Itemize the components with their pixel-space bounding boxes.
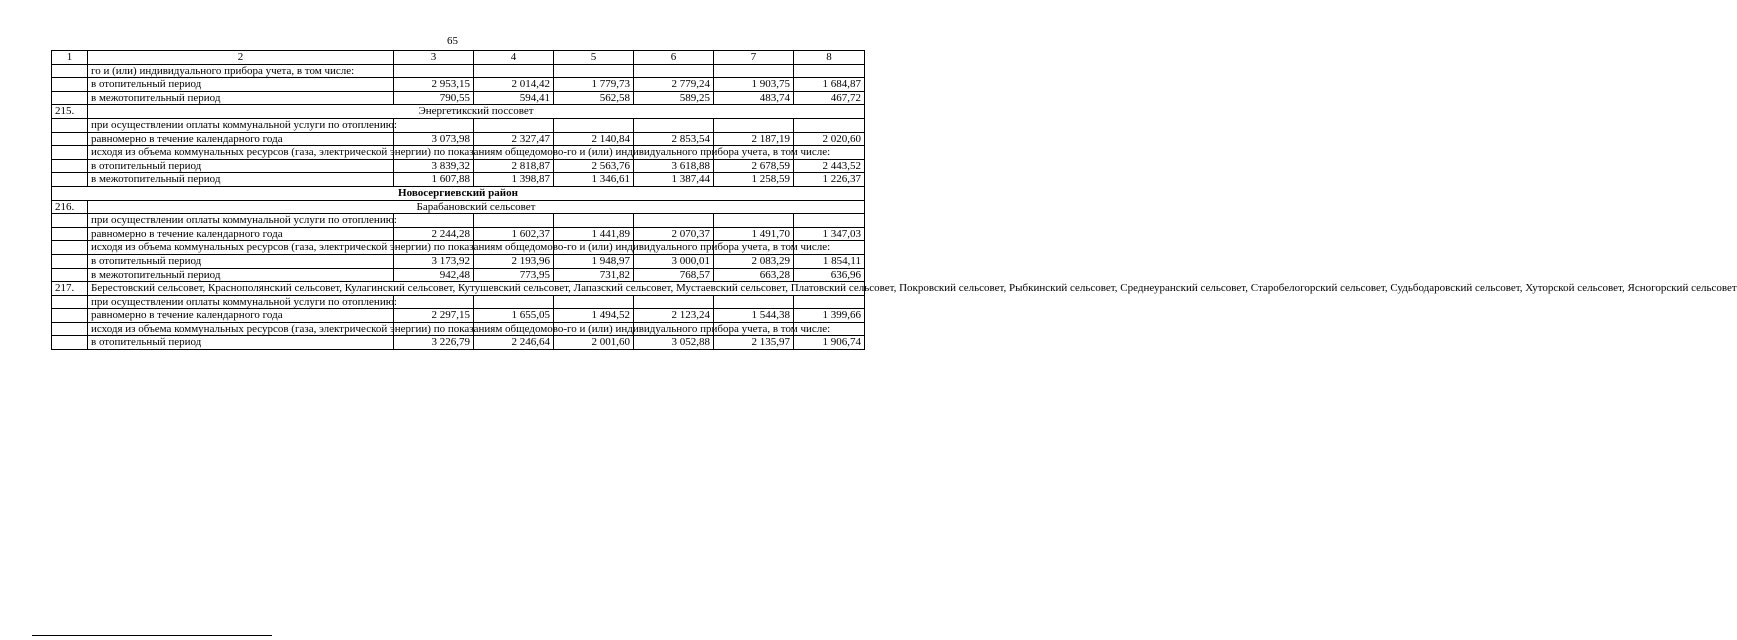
row-index — [52, 159, 88, 173]
row-description: в отопительный период — [88, 78, 394, 92]
tariff-table — [51, 50, 1737, 350]
value-cell: 3 000,01 — [634, 254, 714, 268]
row-description: в отопительный период — [88, 159, 394, 173]
table-row — [52, 64, 865, 78]
value-cell — [634, 295, 714, 309]
row-index — [52, 268, 88, 282]
value-cell: 2 123,24 — [634, 309, 714, 323]
value-cell: 2 001,60 — [554, 336, 634, 350]
row-description: при осуществлении оплаты коммунальной услуги по отоплению: — [88, 295, 394, 309]
table-row — [52, 254, 865, 268]
value-cell: 1 491,70 — [714, 227, 794, 241]
value-cell: 3 073,98 — [394, 132, 474, 146]
table-row — [52, 146, 865, 160]
value-cell: 2 070,37 — [634, 227, 714, 241]
row-description: в межотопительный период — [88, 91, 394, 105]
value-cell: 2 443,52 — [794, 159, 865, 173]
row-index — [52, 173, 88, 187]
value-cell: 2 083,29 — [714, 254, 794, 268]
value-cell — [554, 295, 634, 309]
table-row — [52, 295, 865, 309]
value-cell — [794, 295, 865, 309]
value-cell: 1 602,37 — [474, 227, 554, 241]
row-index — [52, 322, 88, 336]
value-cell: 2 853,54 — [634, 132, 714, 146]
value-cell: 1 544,38 — [714, 309, 794, 323]
value-cell: 1 854,11 — [794, 254, 865, 268]
value-cell — [554, 64, 634, 78]
value-cell: 2 020,60 — [794, 132, 865, 146]
value-cell: 1 441,89 — [554, 227, 634, 241]
value-cell: 562,58 — [554, 91, 634, 105]
row-index — [52, 254, 88, 268]
value-cell: 1 906,74 — [794, 336, 865, 350]
value-cell: 3 618,88 — [634, 159, 714, 173]
row-index — [52, 336, 88, 350]
value-cell — [634, 214, 714, 228]
value-cell: 773,95 — [474, 268, 554, 282]
row-index: 215. — [52, 105, 88, 119]
table-row — [52, 78, 865, 92]
footnote-rule — [32, 635, 272, 636]
row-index — [52, 241, 88, 255]
value-cell — [474, 64, 554, 78]
value-cell: 2 678,59 — [714, 159, 794, 173]
value-cell: 589,25 — [634, 91, 714, 105]
district-row — [52, 186, 865, 200]
section-row — [52, 282, 865, 296]
table-row — [52, 159, 865, 173]
table-row — [52, 241, 865, 255]
header-cell: 2 — [88, 51, 394, 65]
table-row — [52, 132, 865, 146]
value-cell: 2 244,28 — [394, 227, 474, 241]
value-cell: 636,96 — [794, 268, 865, 282]
row-description: в межотопительный период — [88, 173, 394, 187]
value-cell: 1 398,87 — [474, 173, 554, 187]
row-index — [52, 118, 88, 132]
row-description: в отопительный период — [88, 254, 394, 268]
value-cell — [554, 214, 634, 228]
row-index — [52, 132, 88, 146]
table-row — [52, 173, 865, 187]
value-cell: 2 563,76 — [554, 159, 634, 173]
table-row — [52, 118, 865, 132]
row-description: равномерно в течение календарного года — [88, 132, 394, 146]
value-cell: 942,48 — [394, 268, 474, 282]
row-description: равномерно в течение календарного года — [88, 227, 394, 241]
value-cell: 2 818,87 — [474, 159, 554, 173]
header-cell: 7 — [714, 51, 794, 65]
value-cell: 2 193,96 — [474, 254, 554, 268]
table-row — [52, 309, 865, 323]
value-cell: 1 948,97 — [554, 254, 634, 268]
value-cell — [634, 118, 714, 132]
row-description: го и (или) индивидуального прибора учета, в том числе: — [88, 64, 394, 78]
value-cell: 2 187,19 — [714, 132, 794, 146]
value-cell: 2 246,64 — [474, 336, 554, 350]
value-cell: 2 953,15 — [394, 78, 474, 92]
section-row — [52, 105, 865, 119]
value-cell — [714, 214, 794, 228]
table-row — [52, 227, 865, 241]
row-index — [52, 78, 88, 92]
value-cell: 2 135,97 — [714, 336, 794, 350]
value-cell: 1 346,61 — [554, 173, 634, 187]
value-cell: 467,72 — [794, 91, 865, 105]
section-title: Энергетикский поссовет — [88, 105, 865, 119]
value-cell: 663,28 — [714, 268, 794, 282]
header-cell: 8 — [794, 51, 865, 65]
value-cell: 2 014,42 — [474, 78, 554, 92]
row-description: исходя из объема коммунальных ресурсов (газа, электрической энергии) по показаниям общедомово-го и (или) индивидуального прибора учета, в том числе: — [88, 146, 394, 160]
value-cell — [714, 118, 794, 132]
table-row — [52, 91, 865, 105]
section-title: Барабановский сельсовет — [88, 200, 865, 214]
value-cell: 731,82 — [554, 268, 634, 282]
header-cell: 4 — [474, 51, 554, 65]
header-cell: 1 — [52, 51, 88, 65]
table-row — [52, 322, 865, 336]
row-description: при осуществлении оплаты коммунальной услуги по отоплению: — [88, 118, 394, 132]
value-cell: 3 226,79 — [394, 336, 474, 350]
value-cell: 483,74 — [714, 91, 794, 105]
table-row — [52, 336, 865, 350]
row-description: исходя из объема коммунальных ресурсов (газа, электрической энергии) по показаниям общедомово-го и (или) индивидуального прибора учета, в том числе: — [88, 241, 394, 255]
value-cell: 2 140,84 — [554, 132, 634, 146]
header-cell: 6 — [634, 51, 714, 65]
value-cell: 790,55 — [394, 91, 474, 105]
row-index — [52, 227, 88, 241]
value-cell — [714, 295, 794, 309]
district-title: Новосергиевский район — [52, 186, 865, 200]
header-row — [52, 51, 865, 65]
value-cell: 1 903,75 — [714, 78, 794, 92]
value-cell: 2 327,47 — [474, 132, 554, 146]
value-cell: 1 655,05 — [474, 309, 554, 323]
row-index — [52, 146, 88, 160]
value-cell: 1 684,87 — [794, 78, 865, 92]
value-cell — [474, 214, 554, 228]
value-cell: 2 297,15 — [394, 309, 474, 323]
value-cell — [394, 64, 474, 78]
value-cell: 2 779,24 — [634, 78, 714, 92]
value-cell — [394, 118, 474, 132]
value-cell: 3 839,32 — [394, 159, 474, 173]
value-cell: 1 494,52 — [554, 309, 634, 323]
page-number: 65 — [447, 35, 458, 47]
section-title: Берестовский сельсовет, Краснополянский сельсовет, Кулагинский сельсовет, Кутушевский сельсовет, Лапазский сельсовет, Мустаевский сельсовет, Платовский сельсовет, Покровский сельсовет, Рыбкинский сельсовет, Среднеуранский сельсовет, Старобелогорский сельсовет, Судьбодаровский сельсовет, Хуторской сельсовет, Ясногорский сельсовет — [88, 282, 865, 296]
row-index — [52, 309, 88, 323]
value-cell — [394, 214, 474, 228]
row-index: 216. — [52, 200, 88, 214]
value-cell — [634, 64, 714, 78]
value-cell: 1 399,66 — [794, 309, 865, 323]
value-cell — [794, 118, 865, 132]
row-description: при осуществлении оплаты коммунальной услуги по отоплению: — [88, 214, 394, 228]
row-description: равномерно в течение календарного года — [88, 309, 394, 323]
section-row — [52, 200, 865, 214]
value-cell: 3 052,88 — [634, 336, 714, 350]
header-cell: 3 — [394, 51, 474, 65]
row-index — [52, 214, 88, 228]
value-cell: 1 607,88 — [394, 173, 474, 187]
row-index — [52, 64, 88, 78]
value-cell: 1 347,03 — [794, 227, 865, 241]
row-index — [52, 295, 88, 309]
value-cell — [394, 295, 474, 309]
header-cell: 5 — [554, 51, 634, 65]
value-cell: 1 387,44 — [634, 173, 714, 187]
value-cell: 594,41 — [474, 91, 554, 105]
table-row — [52, 268, 865, 282]
value-cell: 768,57 — [634, 268, 714, 282]
row-description: в отопительный период — [88, 336, 394, 350]
value-cell — [714, 64, 794, 78]
value-cell — [554, 118, 634, 132]
value-cell — [474, 118, 554, 132]
row-index — [52, 91, 88, 105]
value-cell: 1 226,37 — [794, 173, 865, 187]
value-cell — [794, 64, 865, 78]
value-cell: 3 173,92 — [394, 254, 474, 268]
value-cell: 1 779,73 — [554, 78, 634, 92]
row-index: 217. — [52, 282, 88, 296]
table-row — [52, 214, 865, 228]
value-cell: 1 258,59 — [714, 173, 794, 187]
row-description: исходя из объема коммунальных ресурсов (газа, электрической энергии) по показаниям общедомово-го и (или) индивидуального прибора учета, в том числе: — [88, 322, 394, 336]
value-cell — [794, 214, 865, 228]
row-description: в межотопительный период — [88, 268, 394, 282]
value-cell — [474, 295, 554, 309]
